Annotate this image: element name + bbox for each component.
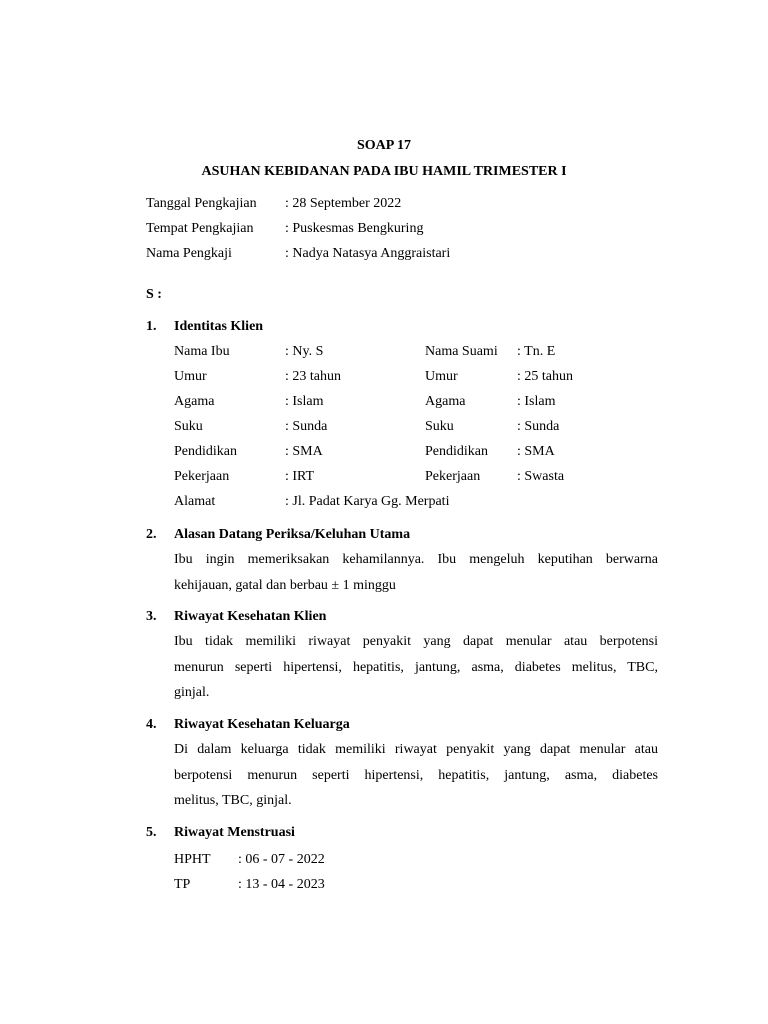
doc-subtitle: ASUHAN KEBIDANAN PADA IBU HAMIL TRIMESTER I [201,164,567,179]
identity-label: Umur [425,369,458,384]
doc-title: SOAP 17 [356,138,412,153]
body-line: menurun seperti hipertensi, hepatitis, jantung, asma, diabetes melitus, TBC, [174,659,658,675]
body-line: berpotensi menurun seperti hipertensi, hepatitis, jantung, asma, diabetes [174,767,658,783]
subjective-label: S : [146,287,162,302]
body-line: kehijauan, gatal dan berbau ± 1 minggu [174,577,396,593]
identity-value: : Ny. S [285,344,324,359]
identity-label: Agama [174,394,215,409]
section-number: 4. [146,717,157,732]
section-body [174,547,658,598]
body-line: Ibu tidak memiliki riwayat penyakit yang dapat menular atau berpotensi [174,634,658,649]
hpht-value: : 06 - 07 - 2022 [238,852,325,867]
section-body [174,629,658,706]
meta-date-value: : 28 September 2022 [285,196,402,211]
section-title: Identitas Klien [174,319,264,334]
section-number: 2. [146,527,157,542]
identity-label: Suku [174,419,203,434]
section-body [174,737,658,814]
identity-label: Suku [425,419,454,434]
section-title: Riwayat Kesehatan Keluarga [174,717,350,732]
identity-value: : Tn. E [517,344,556,359]
hpht-label: HPHT [174,852,211,867]
identity-value: : Sunda [285,419,328,434]
meta-place-label: Tempat Pengkajian [146,221,254,236]
identity-label: Nama Ibu [174,344,230,359]
identity-value: : SMA [517,444,555,459]
identity-label: Pendidikan [174,444,237,459]
identity-address-value: : Jl. Padat Karya Gg. Merpati [285,494,450,509]
meta-place-value: : Puskesmas Bengkuring [285,221,424,236]
body-line: Di dalam keluarga tidak memiliki riwayat penyakit yang dapat menular atau [174,742,658,757]
tp-label: TP [174,877,191,892]
body-line: ginjal. [174,685,210,700]
section-number: 1. [146,319,157,334]
identity-value: : SMA [285,444,323,459]
identity-value: : IRT [285,469,315,484]
body-line: Ibu ingin memeriksakan kehamilannya. Ibu mengeluh keputihan berwarna [174,552,658,567]
identity-label: Nama Suami [425,344,498,359]
section-title: Riwayat Kesehatan Klien [174,609,327,624]
identity-value: : Sunda [517,419,560,434]
identity-label: Umur [174,369,207,384]
identity-label: Agama [425,394,466,409]
section-title: Alasan Datang Periksa/Keluhan Utama [174,527,411,542]
identity-label: Pendidikan [425,444,488,459]
identity-address-label: Alamat [174,494,216,509]
identity-label: Pekerjaan [174,469,230,484]
identity-value: : Swasta [517,469,565,484]
section-number: 3. [146,609,157,624]
identity-value: : Islam [285,394,324,409]
section-title: Riwayat Menstruasi [174,825,295,840]
identity-value: : Islam [517,394,556,409]
identity-value: : 23 tahun [285,369,341,384]
meta-assessor-label: Nama Pengkaji [146,246,232,261]
body-line: melitus, TBC, ginjal. [174,793,292,808]
meta-assessor-value: : Nadya Natasya Anggraistari [285,246,451,261]
identity-label: Pekerjaan [425,469,481,484]
tp-value: : 13 - 04 - 2023 [238,877,325,892]
identity-value: : 25 tahun [517,369,573,384]
section-number: 5. [146,825,157,840]
meta-date-label: Tanggal Pengkajian [146,196,257,211]
